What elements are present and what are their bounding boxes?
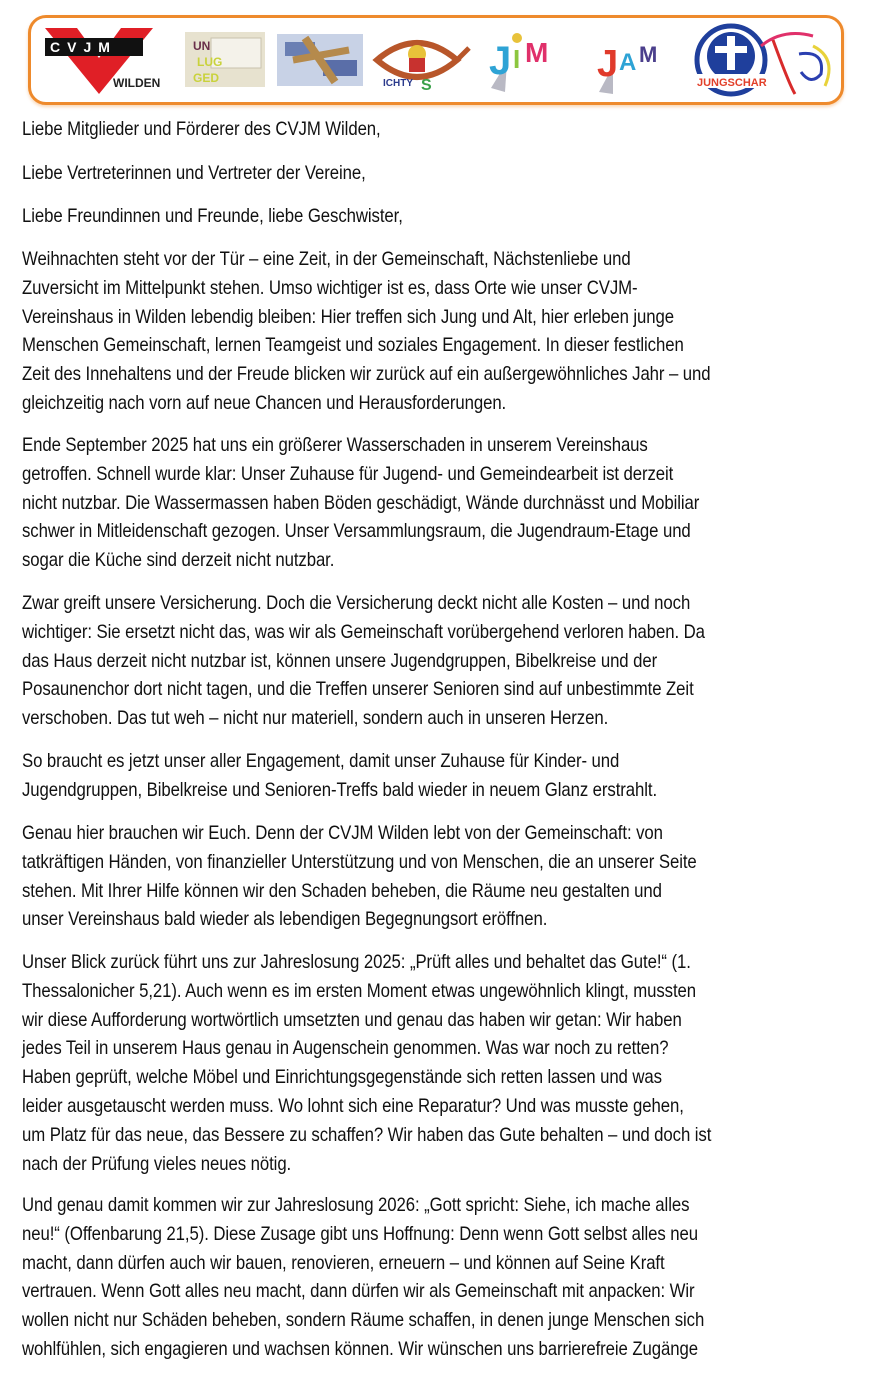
text-line: wollen nicht nur Schäden beheben, sondern Räume schaffen, in denen junge Menschen sich <box>22 1309 705 1332</box>
svg-text:J: J <box>597 43 619 85</box>
text-line: Und genau damit kommen wir zur Jahreslosung 2026: „Gott spricht: Siehe, ich mache alles <box>22 1194 690 1216</box>
paragraph-help <box>22 819 806 934</box>
text-line: Genau hier brauchen wir Euch. Denn der CVJM Wilden lebt von der Gemeinschaft: von <box>22 822 663 844</box>
cvjm-wilden-logo <box>41 24 181 98</box>
paragraph-christmas <box>22 245 823 418</box>
text-line: Weihnachten steht vor der Tür – eine Zeit, in der Gemeinschaft, Nächstenliebe und <box>22 248 631 270</box>
unplugged-logo <box>171 30 267 90</box>
text-line: Zwar greift unsere Versicherung. Doch die Versicherung deckt nicht alle Kosten – und noch <box>22 592 691 614</box>
text-line: unser Vereinshaus bald wieder als lebendigen Begegnungsort eröffnen. <box>22 908 548 931</box>
text-line: das Haus derzeit nicht nutzbar ist, können unsere Jugendgruppen, Bibelkreise und der <box>22 649 658 672</box>
text-line: stehen. Mit Ihrer Hilfe können wir den Schaden beheben, die Räume neu gestalten und <box>22 879 662 902</box>
greeting-members <box>22 115 439 144</box>
text-line: sogar die Küche sind derzeit nicht nutzbar. <box>22 549 335 572</box>
text-line: So braucht es jetzt unser aller Engagement, damit unser Zuhause für Kinder- und <box>22 750 620 772</box>
text-line: Vereinshaus in Wilden lebendig bleiben: Hier treffen sich Jung und Alt, hier erleben junge <box>22 305 675 328</box>
svg-text:S: S <box>421 77 432 94</box>
text-line: schwer in Mitleidenschaft gezogen. Unser Versammlungsraum, die Jugendraum-Etage und <box>22 520 691 543</box>
text-line: Thessalonicher 5,21). Auch wenn es im ersten Moment etwas ungewöhnlich klingt, mussten <box>22 979 697 1002</box>
paragraph-insurance <box>22 589 816 733</box>
jam-logo <box>587 26 687 96</box>
svg-text:ICHTY: ICHTY <box>383 78 413 89</box>
text-line: Zuversicht im Mittelpunkt stehen. Umso wichtiger ist es, dass Orte wie unser CVJM- <box>22 276 638 299</box>
cvjm-logo-subtitle: WILDEN <box>113 76 161 90</box>
svg-text:M: M <box>639 42 658 67</box>
paragraph-water-damage <box>22 431 809 575</box>
text-line: wichtiger: Sie ersetzt nicht das, was wir als Gemeinschaft vorübergehend verloren haben. Da <box>22 620 705 643</box>
logo-banner <box>28 15 844 105</box>
text-line: Liebe Freundinnen und Freunde, liebe Geschwister, <box>22 205 403 227</box>
svg-text:GED: GED <box>193 71 220 85</box>
svg-text:JUNGSCHAR: JUNGSCHAR <box>697 77 767 89</box>
text-line: macht, dann dürfen auch wir bauen, renovieren, erneuern – und können auf Seine Kraft <box>22 1251 665 1274</box>
svg-text:J: J <box>489 39 512 83</box>
greeting-friends <box>22 202 465 231</box>
text-line: Liebe Vertreterinnen und Vertreter der Vereine, <box>22 162 366 184</box>
text-line: wir diese Aufforderung wortwörtlich umsetzten und genau das haben wir getan: Wir haben <box>22 1008 682 1031</box>
text-line: jedes Teil in unserem Haus genau in Augenschein genommen. Was war noch zu retten? <box>22 1037 669 1060</box>
greeting-representatives <box>22 159 422 188</box>
text-line: vertrauen. Wenn Gott alles neu macht, dann dürfen wir als Gemeinschaft mit anpacken: Wir <box>22 1280 695 1303</box>
text-line: leider ausgetauscht werden muss. Wo lohnt sich eine Reparatur? Und was musste gehen, <box>22 1094 684 1117</box>
text-line: tatkräftigen Händen, von finanzieller Unterstützung und von Menschen, die an unserer Seite <box>22 850 697 873</box>
text-line: verschoben. Das tut weh – nicht nur materiell, sondern auch in unseren Herzen. <box>22 707 609 730</box>
ichthys-logo <box>371 24 471 94</box>
svg-text:M: M <box>525 37 549 68</box>
text-line: Menschen Gemeinschaft, lernen Teamgeist und soziales Engagement. In dieser festlichen <box>22 334 684 357</box>
text-line: getroffen. Schnell wurde klar: Unser Zuhause für Jugend- und Gemeindearbeit ist derzeit <box>22 462 674 485</box>
text-line: Unser Blick zurück führt uns zur Jahreslosung 2025: „Prüft alles und behaltet das Gute!“ (1. <box>22 951 691 973</box>
text-line: Haben geprüft, welche Möbel und Einrichtungsgegenstände sich retten lassen und was <box>22 1066 662 1089</box>
jim-logo <box>481 22 581 96</box>
text-line: Posaunenchor dort nicht tagen, und die Treffen unserer Senioren sind auf unbestimmte Zeit <box>22 678 694 701</box>
text-line: Ende September 2025 hat uns ein größerer Wasserschaden in unserem Vereinshaus <box>22 434 648 456</box>
text-line: gleichzeitig nach vorn auf neue Chancen und Herausforderungen. <box>22 391 507 414</box>
text-line: Liebe Mitglieder und Förderer des CVJM Wilden, <box>22 118 381 140</box>
swirl-logo <box>753 24 837 98</box>
paragraph-engagement <box>22 747 760 805</box>
svg-text:LUG: LUG <box>197 55 223 69</box>
text-line: nicht nutzbar. Die Wassermassen haben Böden geschädigt, Wände durchnässt und Mobiliar <box>22 491 700 514</box>
svg-text:I: I <box>513 44 521 74</box>
svg-text:A: A <box>619 49 637 76</box>
text-line: Jugendgruppen, Bibelkreise und Senioren-Treffs bald wieder in neuem Glanz erstrahlt. <box>22 778 658 801</box>
collage-logo <box>275 30 365 90</box>
paragraph-jahreslosung-2026 <box>22 1191 815 1364</box>
cvjm-logo-text: CVJM <box>50 39 117 55</box>
svg-text:UN: UN <box>193 39 211 53</box>
text-line: neu!“ (Offenbarung 21,5). Diese Zusage gibt uns Hoffnung: Denn wenn Gott selbst alles neu <box>22 1222 699 1245</box>
text-line: um Platz für das neue, das Bessere zu schaffen? Wir haben das Gute behalten – und doch ist <box>22 1123 712 1146</box>
paragraph-jahreslosung-2025 <box>22 948 823 1178</box>
text-line: Zeit des Innehaltens und der Freude blicken wir zurück auf ein außergewöhnliches Jahr – und <box>22 363 711 386</box>
text-line: nach der Prüfung vieles neues nötig. <box>22 1152 292 1175</box>
text-line: wohlfühlen, sich engagieren und wachsen können. Wir wünschen uns barrierefreie Zugänge <box>22 1337 698 1360</box>
